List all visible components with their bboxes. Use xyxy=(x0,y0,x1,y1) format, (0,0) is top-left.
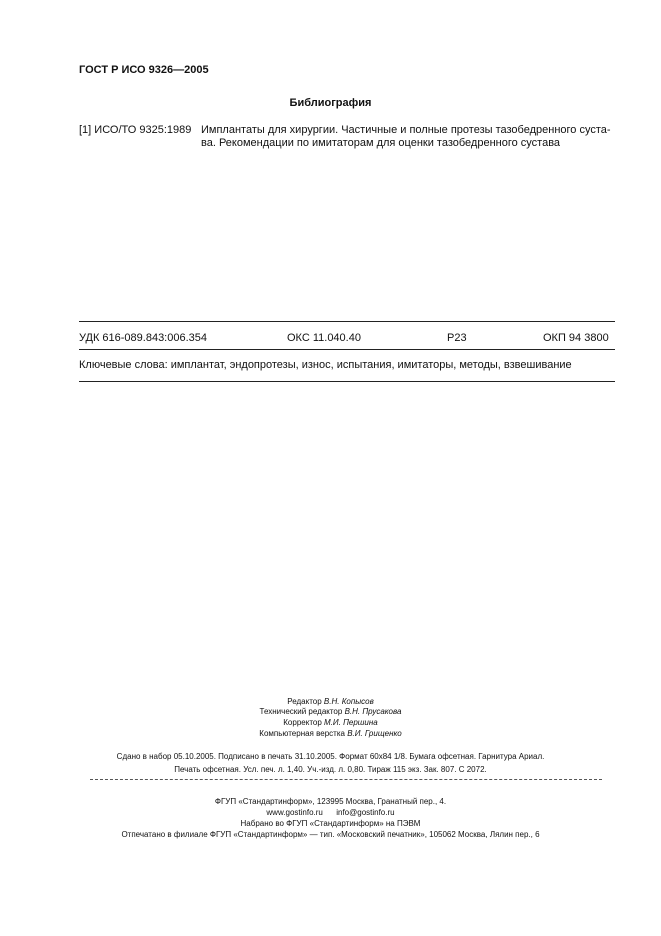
credit-layout-label: Компьютерная верстка xyxy=(259,729,345,738)
divider-middle xyxy=(79,349,615,350)
udk-code: УДК 616-089.843:006.354 xyxy=(79,332,208,344)
keywords: Ключевые слова: имплантат, эндопротезы, износ, испытания, имитаторы, методы, взвешивание xyxy=(79,359,572,371)
publisher-printed: Отпечатано в филиале ФГУП «Стандартинформ» — тип. «Московский печатник», 105062 Москва, Лялин пер., 6 xyxy=(121,830,540,839)
divider-top xyxy=(79,321,615,322)
credit-layout xyxy=(0,729,661,738)
r-code: Р23 xyxy=(447,332,467,344)
credit-editor-label: Редактор xyxy=(287,697,322,706)
credit-corrector-name: М.И. Першина xyxy=(324,718,378,727)
divider-bottom xyxy=(79,381,615,382)
credit-editor-name: В.Н. Копысов xyxy=(323,697,374,706)
bibliography-title: Библиография xyxy=(289,97,372,109)
credit-layout-name: В.И. Грищенко xyxy=(347,729,402,738)
publisher-typeset: Набрано во ФГУП «Стандартинформ» на ПЭВМ xyxy=(240,819,421,828)
credit-tech-editor-label: Технический редактор xyxy=(259,707,343,716)
credit-tech-editor-name: В.Н. Прусакова xyxy=(344,707,402,716)
publisher-site-link: www.gostinfo.ru xyxy=(266,808,323,817)
credit-corrector xyxy=(0,718,661,727)
okp-code: ОКП 94 3800 xyxy=(543,332,609,344)
bibliography-entry-ref: [1] ИСО/ТО 9325:1989 xyxy=(79,124,192,136)
credit-tech-editor xyxy=(0,707,661,716)
imprint-line1: Сдано в набор 05.10.2005. Подписано в печать 31.10.2005. Формат 60x84 1/8. Бумага офсетная. Гарнитура Ариал. xyxy=(116,752,545,761)
oks-code: ОКС 11.040.40 xyxy=(287,332,361,344)
imprint-line2: Печать офсетная. Усл. печ. л. 1,40. Уч.-изд. л. 0,80. Тираж 115 экз. Зак. 807. С 2072. xyxy=(174,765,487,774)
standard-header: ГОСТ Р ИСО 9326—2005 xyxy=(79,64,209,76)
publisher-address: ФГУП «Стандартинформ», 123995 Москва, Гранатный пер., 4. xyxy=(214,797,447,806)
imprint-divider xyxy=(90,779,602,780)
bibliography-entry-line1: Имплантаты для хирургии. Частичные и полные протезы тазобедренного суста- xyxy=(201,124,611,136)
bibliography-entry-line2: ва. Рекомендации по имитаторам для оценки тазобедренного сустава xyxy=(201,137,561,149)
credit-editor xyxy=(0,697,661,706)
publisher-contacts xyxy=(0,808,661,817)
publisher-email: info@gostinfo.ru xyxy=(336,808,395,817)
credit-corrector-label: Корректор xyxy=(283,718,322,727)
